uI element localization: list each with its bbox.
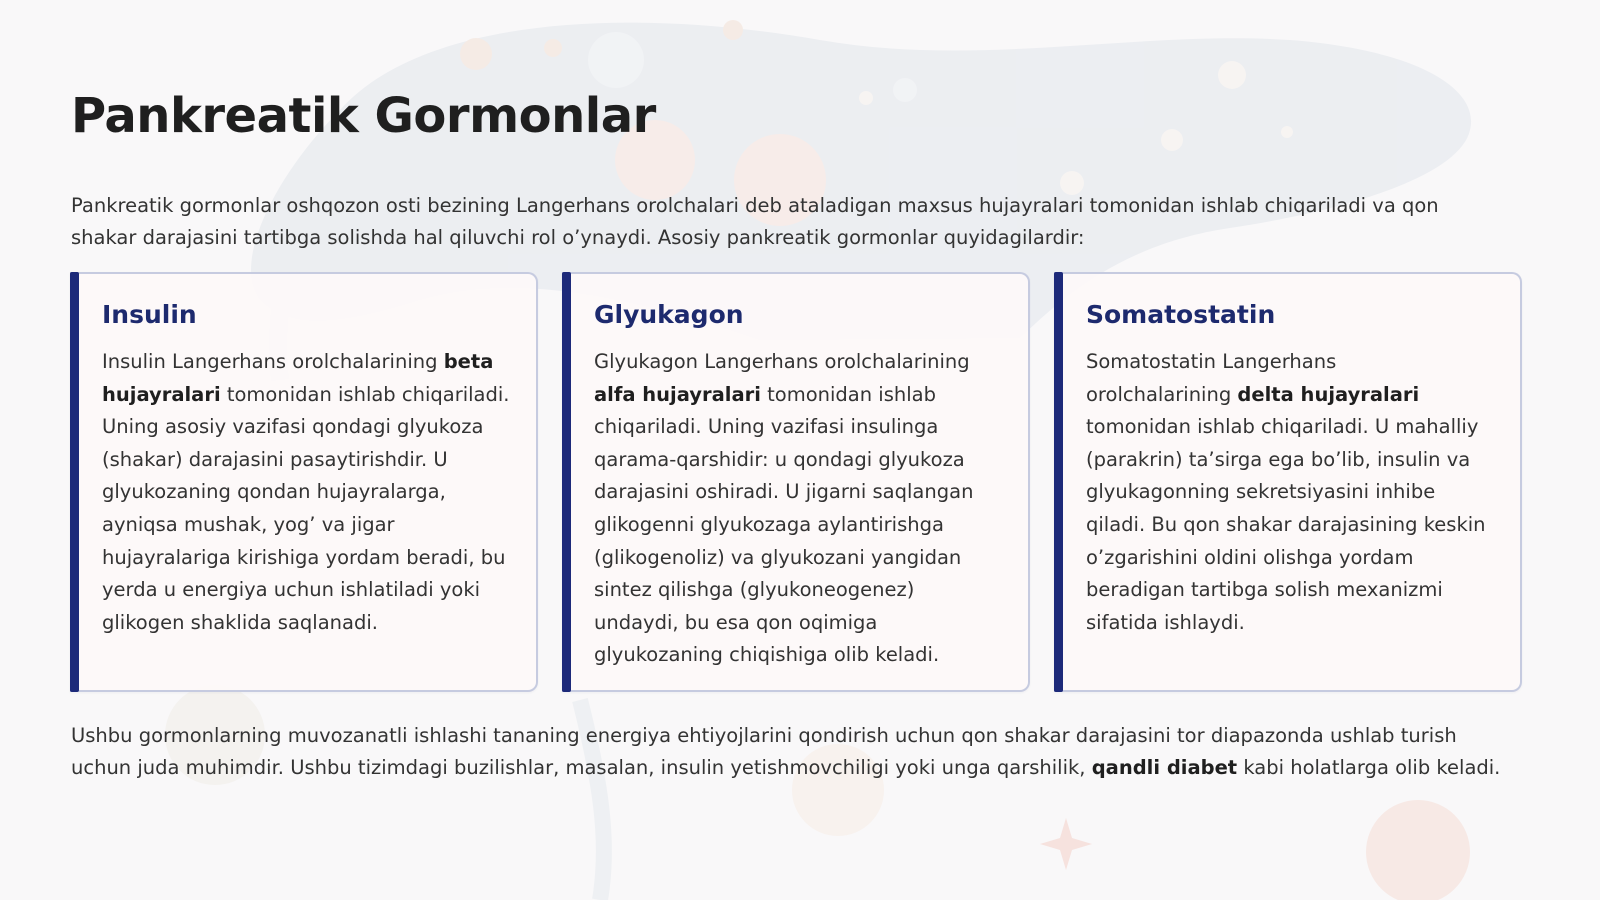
card-line: (glikogenoliz) va glyukozani yangidan bbox=[594, 545, 962, 569]
card-body-insulin bbox=[102, 346, 532, 639]
card-line: tomonidan ishlab chiqariladi. U mahalliy bbox=[1086, 415, 1479, 439]
card-line: Uning asosiy vazifasi qondagi glyukoza bbox=[102, 415, 484, 439]
card-line: yerda u energiya uchun ishlatiladi yoki bbox=[102, 578, 481, 602]
card-line: Insulin Langerhans orolchalarining beta bbox=[102, 350, 494, 373]
intro-line: Pankreatik gormonlar oshqozon osti bezining Langerhans orolchalari deb ataladigan maxsus hujayralari tomonidan ishlab chiqariladi va qon bbox=[71, 194, 1439, 217]
card-body-somatostatin bbox=[1086, 346, 1516, 639]
card-line: sintez qilishga (glyukoneogenez) bbox=[594, 578, 915, 602]
closing-paragraph bbox=[71, 720, 1561, 784]
intro-paragraph bbox=[71, 190, 1541, 254]
card-line: glyukozaning qondan hujayralarga, bbox=[102, 480, 446, 504]
card-accent-bar bbox=[70, 272, 79, 692]
card-line: glyukozaning chiqishiga olib keladi. bbox=[594, 643, 940, 667]
card-somatostatin bbox=[1054, 272, 1522, 692]
card-body-glyukagon bbox=[594, 346, 1024, 672]
card-line: sifatida ishlaydi. bbox=[1086, 610, 1245, 634]
closing-line: Ushbu gormonlarning muvozanatli ishlashi tananing energiya ehtiyojlarini qondirish uchun qon shakar darajasini tor diapazonda ushlab turish bbox=[71, 724, 1457, 747]
card-line: ayniqsa mushak, yog’ va jigar bbox=[102, 512, 395, 536]
page-title: Pankreatik Gormonlar bbox=[71, 88, 656, 144]
card-line: Somatostatin Langerhans bbox=[1086, 350, 1337, 373]
card-insulin bbox=[70, 272, 538, 692]
card-line: glyukagonning sekretsiyasini inhibe bbox=[1086, 480, 1436, 504]
card-line: Glyukagon Langerhans orolchalarining bbox=[594, 350, 970, 373]
card-line: undaydi, bu esa qon oqimiga bbox=[594, 610, 878, 634]
card-line: hujayralari tomonidan ishlab chiqariladi. bbox=[102, 382, 510, 406]
closing-line: uchun juda muhimdir. Ushbu tizimdagi buzilishlar, masalan, insulin yetishmovchiligi yoki unga qarshilik, qandli diabet kabi holatlarga olib keladi. bbox=[71, 756, 1501, 779]
card-line: alfa hujayralari tomonidan ishlab bbox=[594, 382, 936, 406]
card-line: qarama-qarshidir: u qondagi glyukoza bbox=[594, 447, 965, 471]
card-line: orolchalarining delta hujayralari bbox=[1086, 382, 1420, 406]
card-line: qiladi. Bu qon shakar darajasining keskin bbox=[1086, 512, 1486, 536]
card-title-glyukagon: Glyukagon bbox=[594, 300, 744, 329]
card-line: glikogen shaklida saqlanadi. bbox=[102, 610, 378, 634]
card-line: chiqariladi. Uning vazifasi insulinga bbox=[594, 415, 939, 439]
card-glyukagon bbox=[562, 272, 1030, 692]
intro-line: shakar darajasini tartibga solishda hal qiluvchi rol o’ynaydi. Asosiy pankreatik gormonlar quyidagilardir: bbox=[71, 226, 1085, 249]
card-accent-bar bbox=[562, 272, 571, 692]
card-line: (parakrin) ta’sirga ega bo’lib, insulin va bbox=[1086, 447, 1471, 471]
card-line: beradigan tartibga solish mexanizmi bbox=[1086, 578, 1443, 602]
card-title-insulin: Insulin bbox=[102, 300, 197, 329]
card-line: darajasini oshiradi. U jigarni saqlangan bbox=[594, 480, 974, 504]
card-line: o’zgarishini oldini olishga yordam bbox=[1086, 545, 1414, 569]
card-accent-bar bbox=[1054, 272, 1063, 692]
card-line: glikogenni glyukozaga aylantirishga bbox=[594, 512, 944, 536]
card-title-somatostatin: Somatostatin bbox=[1086, 300, 1276, 329]
card-line: hujayralariga kirishiga yordam beradi, bu bbox=[102, 545, 506, 569]
card-line: (shakar) darajasini pasaytirishdir. U bbox=[102, 447, 448, 471]
